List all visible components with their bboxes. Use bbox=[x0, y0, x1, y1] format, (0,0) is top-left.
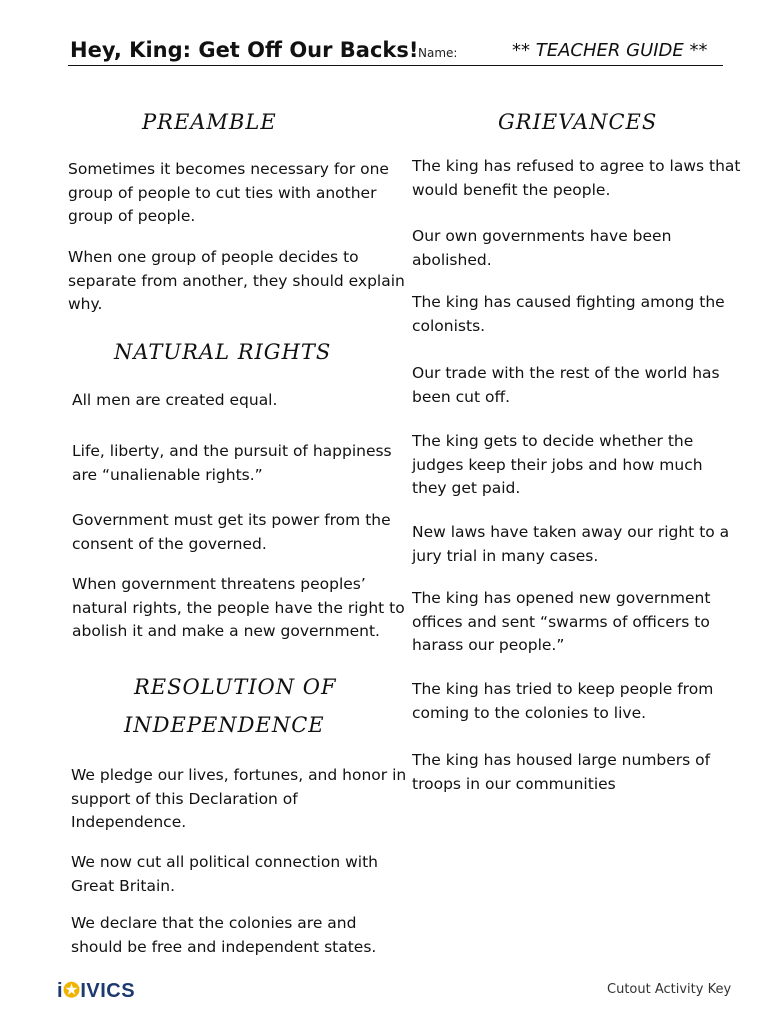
guide-suffix: ** bbox=[689, 40, 708, 61]
grievance-item: Our own governments have been abolished. bbox=[412, 227, 672, 269]
grievance-item: Our trade with the rest of the world has been cut off. bbox=[412, 364, 720, 406]
footer-text: Cutout Activity Key bbox=[607, 982, 732, 997]
grievance-item: The king has caused fighting among the colonists. bbox=[412, 293, 725, 335]
resolution-heading-line2: INDEPENDENCE bbox=[124, 713, 325, 737]
resolution-item: We now cut all political connection with Great Britain. bbox=[71, 853, 378, 895]
guide-text: TEACHER GUIDE bbox=[535, 40, 684, 61]
guide-prefix: ** bbox=[512, 40, 530, 61]
natural-rights-item: When government threatens peoples’ natural rights, the people have the right to abolish it and make a new government. bbox=[72, 575, 405, 640]
icivics-logo bbox=[57, 978, 135, 1003]
natural-rights-item: All men are created equal. bbox=[72, 391, 278, 409]
header-rule bbox=[68, 65, 723, 66]
natural-rights-item: Life, liberty, and the pursuit of happiness are “unalienable rights.” bbox=[72, 442, 392, 484]
grievance-item: The king has opened new government offices and sent “swarms of officers to harass our people.” bbox=[412, 589, 711, 654]
grievances-heading: GRIEVANCES bbox=[498, 110, 658, 134]
resolution-item: We declare that the colonies are and should be free and independent states. bbox=[71, 914, 377, 956]
natural-rights-item: Government must get its power from the consent of the governed. bbox=[72, 511, 391, 553]
preamble-item: Sometimes it becomes necessary for one group of people to cut ties with another group of people. bbox=[68, 160, 389, 225]
resolution-item: We pledge our lives, fortunes, and honor in support of this Declaration of Independence. bbox=[71, 766, 407, 831]
grievance-item: The king has tried to keep people from coming to the colonies to live. bbox=[412, 680, 714, 722]
logo-prefix: i bbox=[57, 980, 64, 1002]
page-title: Hey, King: Get Off Our Backs! bbox=[70, 38, 419, 62]
logo-star-icon: ✪ bbox=[63, 980, 81, 1002]
grievance-item: The king has refused to agree to laws that would benefit the people. bbox=[412, 157, 741, 199]
grievance-item: The king gets to decide whether the judges keep their jobs and how much they get paid. bbox=[412, 432, 703, 497]
logo-suffix: IVICS bbox=[80, 980, 136, 1002]
preamble-heading: PREAMBLE bbox=[142, 110, 277, 134]
teacher-guide-label bbox=[512, 40, 708, 61]
grievance-item: New laws have taken away our right to a jury trial in many cases. bbox=[412, 523, 730, 565]
name-label: Name: bbox=[418, 46, 458, 60]
natural-rights-heading: NATURAL RIGHTS bbox=[114, 340, 332, 364]
preamble-item: When one group of people decides to separate from another, they should explain why. bbox=[68, 248, 405, 313]
resolution-heading-line1: RESOLUTION OF bbox=[134, 675, 337, 699]
grievance-item: The king has housed large numbers of troops in our communities bbox=[412, 751, 711, 793]
